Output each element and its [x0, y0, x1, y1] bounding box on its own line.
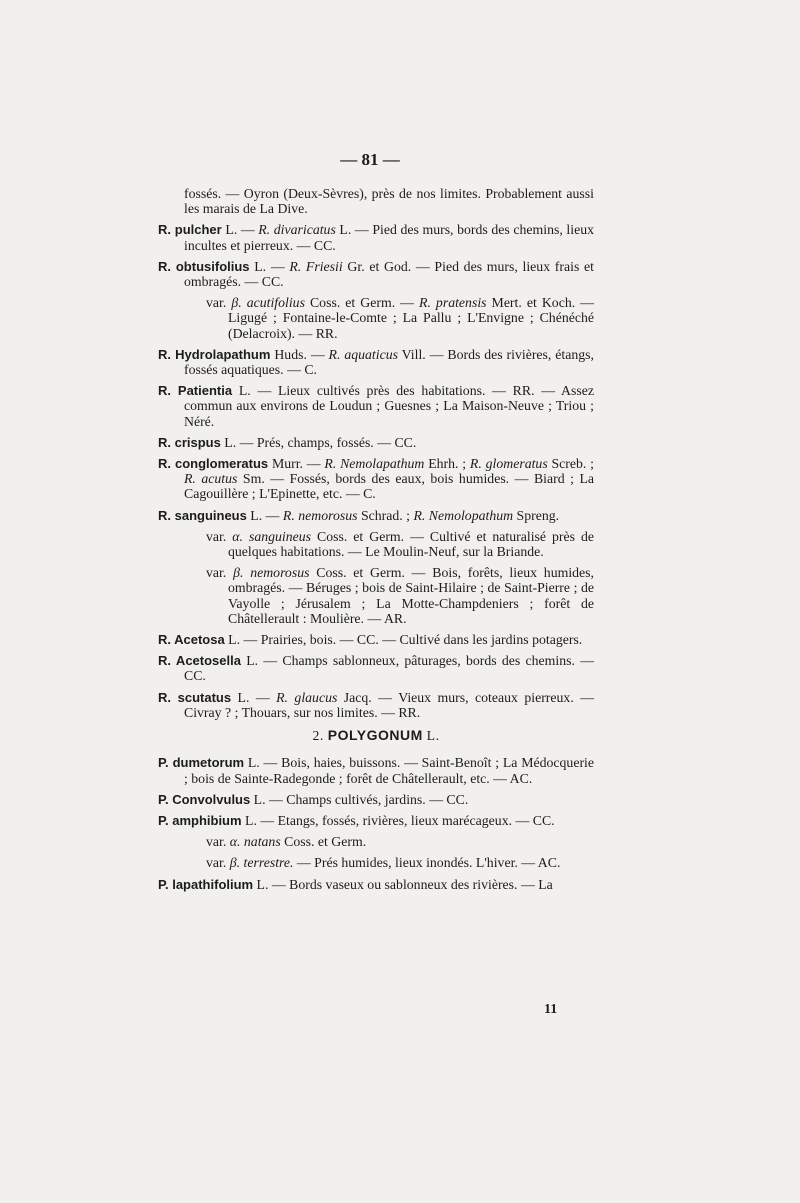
entry-text: var.: [206, 855, 230, 871]
species-entry: [158, 222, 594, 252]
entry-text: Coss. et Germ. —: [304, 295, 420, 311]
taxon-name: R. crispus: [158, 434, 221, 450]
entry-text: Gr. et God. — Pied des murs, lieux frais et ombragés. — CC.: [184, 258, 594, 290]
entry-text: var.: [206, 565, 234, 581]
entry-text: var.: [206, 834, 230, 850]
entry-text: Coss. et Germ.: [280, 834, 367, 850]
signature-mark: 11: [544, 1002, 558, 1017]
entry-text: L.: [422, 728, 440, 744]
species-entry: [158, 347, 594, 377]
entry-text: 2.: [312, 728, 328, 744]
entry-text: Coss. et Germ. — Cultivé et naturalisé près de quelques habitations. — Le Moulin-Neuf, sur la Briande.: [228, 528, 594, 560]
species-entry: [158, 456, 594, 502]
entry-text: L. —: [221, 222, 259, 238]
entry-text: L. — Pied des murs, bords des chemins, lieux incultes et pierreux. — CC.: [184, 222, 595, 253]
species-entry: [158, 632, 594, 647]
entry-text: L. — Champs sablonneux, pâturages, bords des chemins. — CC.: [184, 653, 594, 684]
species-entry: [158, 813, 594, 828]
synonym-italic: R. glaucus: [276, 689, 338, 705]
synonym-italic: R. Friesii: [289, 258, 343, 274]
entry-text: Huds. —: [270, 346, 329, 362]
species-entry: [158, 383, 594, 429]
entry-text: L. — Etangs, fossés, rivières, lieux marécageux. — CC.: [241, 812, 555, 828]
taxon-name: R. pulcher: [158, 222, 222, 238]
species-entry: [158, 877, 594, 892]
entry-text: L. — Prés, champs, fossés. — CC.: [220, 434, 417, 450]
genus-heading: [158, 728, 594, 743]
synonym-italic: R. aquaticus: [328, 346, 398, 362]
entry-text: var.: [206, 295, 232, 311]
page-number: — 81 —: [340, 150, 400, 169]
entry-text: L. — Prairies, bois. — CC. — Cultivé dans les jardins potagers.: [224, 632, 583, 648]
entry-text: L. —: [249, 258, 290, 274]
taxon-name: R. obtusifolius: [158, 258, 250, 274]
entry-text: L. —: [231, 689, 277, 705]
synonym-italic: R. Nemolapathum: [324, 456, 425, 472]
entry-text: Vill. — Bords des rivières, étangs, fossés aquatiques. — C.: [184, 346, 594, 378]
variety-entry: [158, 855, 594, 870]
entry-text: — Prés humides, lieux inondés. L'hiver. — AC.: [293, 855, 561, 871]
variety-entry: [158, 565, 594, 626]
synonym-italic: β. nemorosus: [233, 565, 310, 581]
entry-text: L. — Bois, haies, buissons. — Saint-Benoît ; La Médocquerie ; bois de Sainte-Radegonde ; forêt de Châtellerault, etc. — AC.: [184, 755, 594, 786]
taxon-name: P. lapathifolium: [158, 876, 254, 892]
variety-entry: [158, 834, 594, 849]
entry-text: L. — Bords vaseux ou sablonneux des rivières. — La: [253, 876, 553, 892]
synonym-italic: R. divaricatus: [258, 222, 336, 238]
entry-text: Mert. et Koch. — Ligugé ; Fontaine-le-Comte ; La Pallu ; L'Envigne ; Chénéché (Delacroix). — RR.: [228, 295, 594, 341]
taxon-name: POLYGONUM: [327, 727, 423, 744]
species-entry: [158, 690, 594, 720]
species-entry: [158, 755, 594, 785]
entry-text: Jacq. — Vieux murs, coteaux pierreux. — Civray ? ; Thouars, sur nos limites. — RR.: [184, 689, 595, 720]
taxon-name: R. Acetosa: [158, 632, 225, 648]
page-text: [158, 186, 594, 898]
entry-text: L. — Champs cultivés, jardins. — CC.: [250, 791, 469, 807]
synonym-italic: R. nemorosus: [282, 507, 358, 523]
species-entry: [158, 259, 594, 289]
synonym-italic: β. terrestre.: [229, 855, 294, 871]
synonym-italic: β. acutifolius: [231, 295, 305, 311]
entry-text: Ehrh. ;: [424, 456, 470, 472]
species-entry: [158, 653, 594, 683]
species-entry: [158, 792, 594, 807]
entry-text: Murr. —: [268, 456, 325, 472]
taxon-name: P. amphibium: [158, 812, 242, 828]
species-entry: [158, 508, 594, 523]
taxon-name: R. Hydrolapathum: [158, 346, 271, 362]
taxon-name: R. conglomeratus: [158, 456, 269, 472]
taxon-name: R. Acetosella: [158, 653, 241, 669]
synonym-italic: R. acutus: [184, 471, 238, 487]
species-entry: [158, 435, 594, 450]
entry-text: L. —: [246, 507, 283, 523]
taxon-name: R. sanguineus: [158, 507, 247, 523]
entry-text: Schrad. ;: [357, 507, 414, 523]
continued-paragraph: fossés. — Oyron (Deux-Sèvres), près de nos limites. Probablement aussi les marais de La Dive.: [184, 186, 594, 217]
synonym-italic: R. pratensis: [419, 295, 487, 311]
synonym-italic: R. glomeratus: [469, 456, 548, 472]
entry-text: var.: [206, 528, 233, 544]
variety-entry: [158, 529, 594, 559]
entry-text: L. — Lieux cultivés près des habitations. — RR. — Assez commun aux environs de Loudun ; Guesnes ; La Maison-Neuve ; Triou ; Néré.: [184, 383, 595, 429]
taxon-name: R. scutatus: [158, 689, 232, 705]
taxon-name: P. Convolvulus: [158, 791, 251, 807]
taxon-name: R. Patientia: [158, 383, 233, 399]
variety-entry: [158, 295, 594, 341]
entry-text: Coss. et Germ. — Bois, forêts, lieux humides, ombragés. — Béruges ; bois de Saint-Hilaire ; de Saint-Pierre ; de Vayolle ; Jérusalem ; La Motte-Champdeniers ; forêt de Châtellerault : Moulière. — AR.: [228, 565, 594, 626]
entry-text: Screb. ;: [547, 456, 595, 472]
synonym-italic: α. natans: [229, 834, 281, 850]
taxon-name: P. dumetorum: [158, 755, 245, 771]
synonym-italic: α. sanguineus: [232, 528, 312, 544]
synonym-italic: R. Nemolopathum: [413, 507, 514, 523]
entry-text: Spreng.: [513, 507, 560, 523]
entry-text: Sm. — Fossés, bords des eaux, bois humides. — Biard ; La Cagouillère ; L'Epinette, etc. — C.: [184, 471, 595, 502]
